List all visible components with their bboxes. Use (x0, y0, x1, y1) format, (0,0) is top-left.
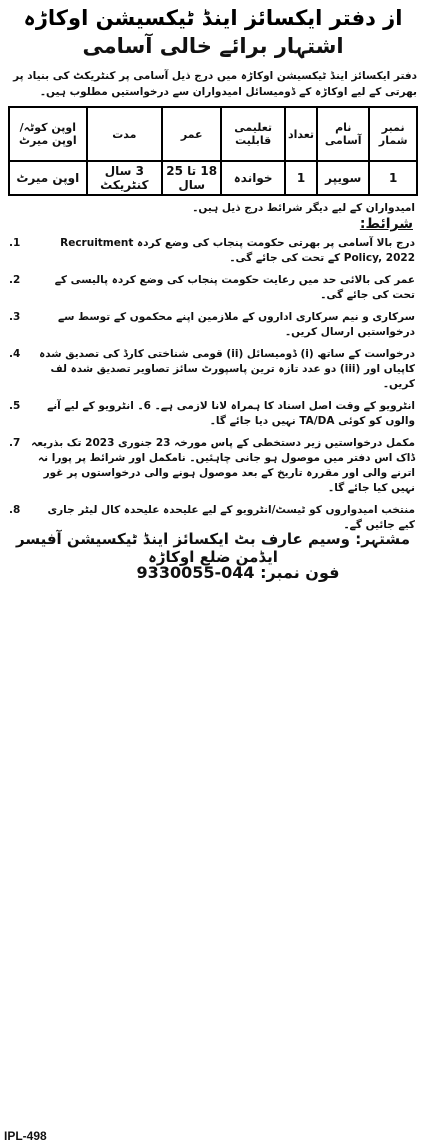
list-item (9, 347, 415, 392)
column-header-quota: اوپن کوٹہ/اوپن میرٹ (9, 107, 87, 161)
list-item (9, 436, 415, 496)
cell-count: 1 (285, 161, 317, 195)
condition-text: مکمل درخواستیں زیر دستخطی کے پاس مورخہ 23 جنوری 2023 تک بذریعہ ڈاک اس دفتر میں موصول ہو جانی چاہئیں۔ نامکمل اور شرائط پر پورا نہ اترنے والی اور مقررہ تاریخ کے بعد موصول ہونے والی درخواستوں پر غور نہیں کیا جائے گا۔ (31, 437, 415, 494)
intro-paragraph: دفتر ایکسائز اینڈ ٹیکسیشن اوکاڑہ میں درج ذیل آسامی پر کنٹریکٹ کی بنیاد پر بھرتی کے لیے اوکاڑہ کے ڈومیسائل امیدواران سے درخواستیں مطلوب ہیں۔ (13, 70, 417, 98)
advertiser-line: مشتہر: وسیم عارف بٹ ایکسائز اینڈ ٹیکسیشن آفیسر ایڈمن ضلع اوکاڑہ (16, 530, 410, 566)
column-header-duration: مدت (87, 107, 162, 161)
list-item (9, 503, 415, 533)
cell-serial: 1 (369, 161, 417, 195)
phone-number: فون نمبر: 044-9330055 (136, 563, 340, 582)
column-header-post: نام آسامی (317, 107, 369, 161)
column-header-age: عمر (162, 107, 221, 161)
office-heading: از دفتر ایکسائز اینڈ ٹیکسیشن اوکاڑہ (23, 6, 403, 30)
cell-age: 18 تا 25 سال (162, 161, 221, 195)
condition-number: 4. (9, 348, 21, 360)
condition-text: انٹرویو کے وقت اصل اسناد کا ہمراہ لانا لازمی ہے۔ 6۔ انٹرویو کے لیے آنے والوں کو کوئی TA/DA نہیں دیا جائے گا۔ (47, 400, 415, 427)
cell-duration: 3 سال کنٹریکٹ (87, 161, 162, 195)
column-header-count: تعداد (285, 107, 317, 161)
vacancy-table (8, 106, 418, 196)
table-row (9, 161, 417, 195)
cell-post: سویپر (317, 161, 369, 195)
contact-row (0, 563, 426, 1143)
table-header-row (9, 107, 417, 161)
cell-qualification: خواندہ (221, 161, 285, 195)
condition-text: عمر کی بالائی حد میں رعایت حکومت پنجاب کی وضع کردہ پالیسی کے تحت کی جائے گی۔ (54, 274, 415, 301)
list-item (9, 236, 415, 266)
condition-text: درخواست کے ساتھ (i) ڈومیسائل (ii) قومی شناختی کارڈ کی تصدیق شدہ کاپیاں اور (iii) دو عدد تازہ ترین پاسپورٹ سائز تصاویر تصدیق شدہ لف کریں۔ (39, 348, 415, 390)
condition-text: منتخب امیدواروں کو ٹیسٹ/انٹرویو کے لیے علیحدہ علیحدہ کال لیٹر جاری کیے جائیں گے۔ (47, 504, 415, 531)
column-header-serial: نمبر شمار (369, 107, 417, 161)
column-header-qualification: تعلیمی قابلیت (221, 107, 285, 161)
cell-quota: اوپن میرٹ (9, 161, 87, 195)
conditions-heading: شرائط: (359, 216, 413, 232)
condition-text: درج بالا آسامی پر بھرتی حکومت پنجاب کی وضع کردہ Recruitment Policy, 2022 کے تحت کی جائے گی۔ (60, 237, 415, 264)
condition-number: 2. (9, 274, 21, 286)
condition-number: 8. (9, 504, 21, 516)
condition-number: 3. (9, 311, 21, 323)
eligibility-note: امیدواران کے لیے دیگر شرائط درج ذیل ہیں۔ (192, 202, 415, 214)
list-item (9, 273, 415, 303)
condition-number: 1. (9, 237, 21, 249)
list-item (9, 310, 415, 340)
condition-number: 5. (9, 400, 21, 412)
ipl-code: IPL-498 (4, 1129, 47, 1143)
page-title: اشتہار برائے خالی آسامی (82, 34, 344, 58)
condition-number: 7. (9, 437, 21, 449)
list-item (9, 399, 415, 429)
condition-text: سرکاری و نیم سرکاری اداروں کے ملازمین اپنے محکموں کے توسط سے درخواستیں ارسال کریں۔ (57, 311, 415, 338)
conditions-list (5, 236, 421, 533)
